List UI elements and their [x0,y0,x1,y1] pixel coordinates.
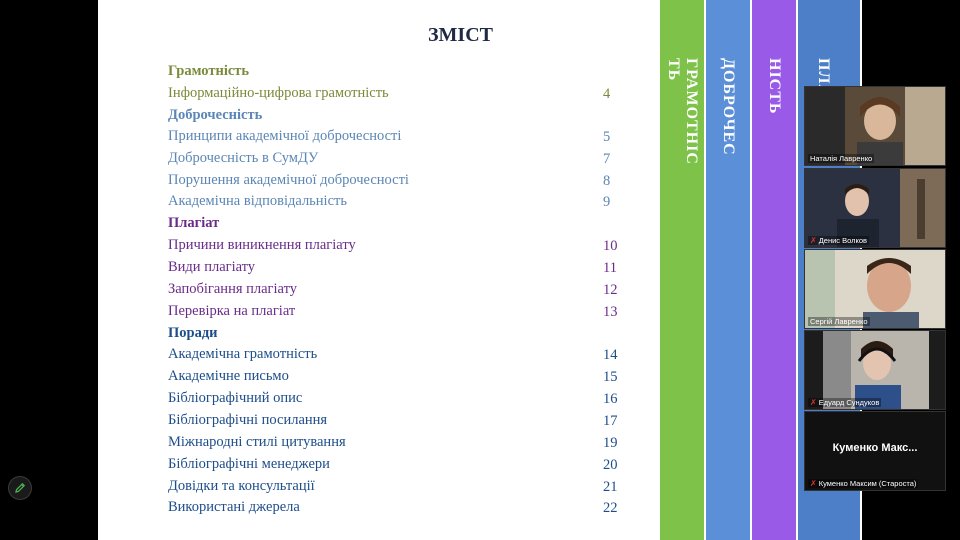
toc-page-number: 5 [603,129,611,145]
toc-page-number: 10 [603,238,618,254]
toc-page-number: 15 [603,369,618,385]
toc-item: Академічне письмо [168,368,289,384]
toc-page-number: 13 [603,304,618,320]
toc-page-number: 21 [603,479,618,495]
participant-name: Наталія Лавренко [810,154,873,163]
toc-item: Перевірка на плагіат [168,303,296,319]
participant-tile[interactable] [804,86,946,166]
participant-tile[interactable] [804,330,946,410]
toc-item: Міжнародні стилі цитування [168,434,346,450]
toc-item: Види плагіату [168,259,256,275]
toc-item: Академічна відповідальність [168,193,347,209]
participant-name [808,479,918,488]
toc-item: Академічна грамотність [168,346,318,362]
mic-off-icon: ✗ [810,479,817,488]
band-integrity-cont-label: НІСТЬ [766,58,783,115]
toc-item: Принципи академічної доброчесності [168,128,402,144]
mic-off-icon: ✗ [810,398,817,407]
section-heading-literacy: Грамотність [168,63,250,79]
band-label-line: ГРАМОТНІС [683,58,700,165]
participant-tile[interactable] [804,168,946,248]
toc-item: Бібліографічні посилання [168,412,328,428]
mic-off-icon: ✗ [810,236,817,245]
participant-name-text: Куменко Максим (Староста) [818,479,917,488]
participant-tile[interactable] [804,249,946,329]
toc-item: Причини виникнення плагіату [168,237,356,253]
annotate-button[interactable] [8,476,32,500]
band-label-line: ТЬ [665,58,682,82]
participant-name [808,398,881,407]
participant-tile-no-video[interactable] [804,411,946,491]
toc-page-number: 17 [603,413,618,429]
toc-item: Довідки та консультації [168,478,315,494]
band-literacy-label [664,58,700,165]
section-heading-integrity: Доброчесність [168,107,263,123]
toc-page-number: 22 [603,500,618,516]
toc-item: Використані джерела [168,499,300,515]
participant-display-name: Куменко Макс... [832,442,918,454]
pencil-icon [9,477,31,499]
toc-page-number: 16 [603,391,618,407]
toc-page-number: 4 [603,86,611,102]
toc-item: Порушення академічної доброчесності [168,172,409,188]
participant-name-text: Денис Волков [818,236,868,245]
toc-page-number: 11 [603,260,617,276]
participant-name: Сергій Лавренко [810,317,868,326]
participant-name-text: Едуард Сундуков [818,398,880,407]
toc-page-number: 7 [603,151,611,167]
toc-item: Бібліографічний опис [168,390,303,406]
toc-page-number: 19 [603,435,618,451]
presentation-slide [98,0,862,540]
participant-name [808,236,869,245]
section-heading-tips: Поради [168,325,218,341]
toc-page-number: 12 [603,282,618,298]
toc-page-number: 14 [603,347,618,363]
toc-page-number: 9 [603,194,611,210]
band-integrity [706,0,752,540]
section-heading-plagiarism: Плагіат [168,215,220,231]
toc-item: Інформаційно-цифрова грамотність [168,85,389,101]
toc-item: Бібліографічні менеджери [168,456,330,472]
toc-page-number: 8 [603,173,611,189]
toc-page-number: 20 [603,457,618,473]
band-integrity-cont [752,0,798,540]
band-integrity-label: ДОБРОЧЕС [720,58,737,156]
toc-item: Доброчесність в СумДУ [168,150,319,166]
slide-title: ЗМІСТ [428,24,493,46]
toc-item: Запобігання плагіату [168,281,297,297]
band-literacy [660,0,706,540]
